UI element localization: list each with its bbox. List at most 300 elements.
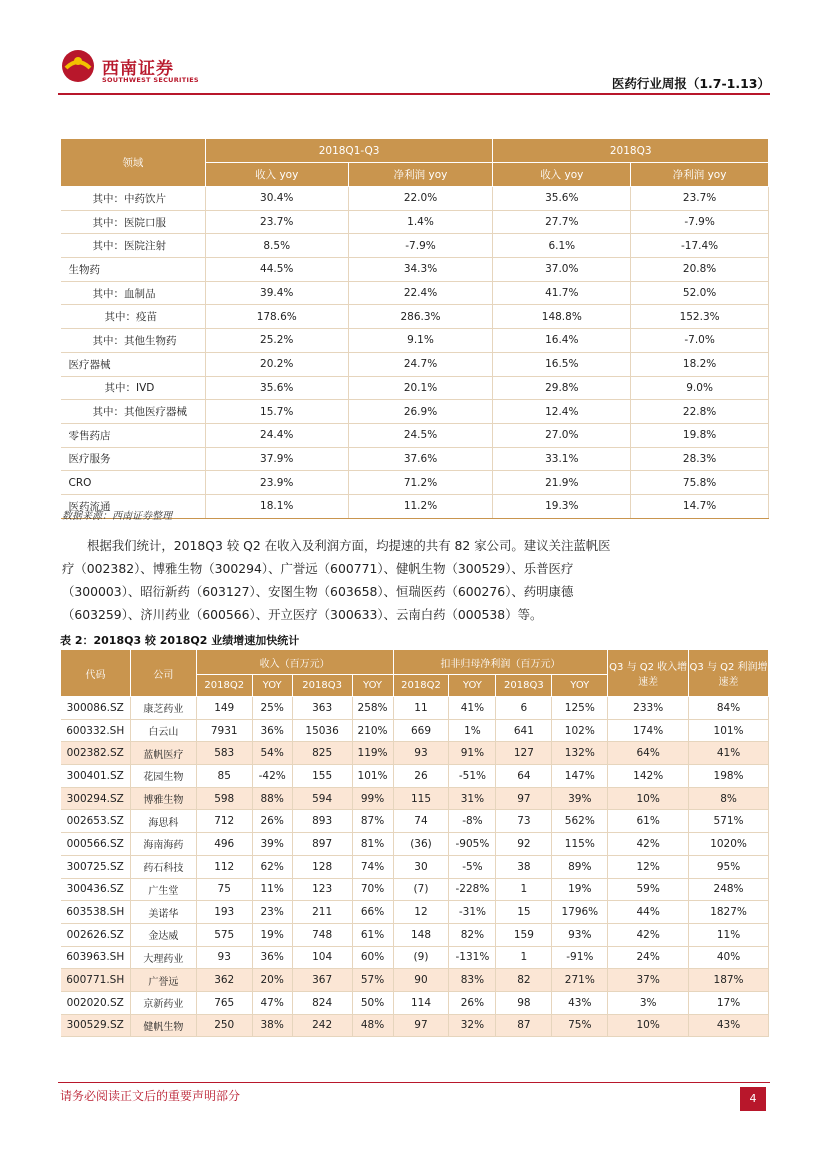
table-cell: 18.1%: [205, 494, 348, 518]
table-row: [61, 969, 769, 992]
table-cell: -228%: [449, 878, 496, 901]
table-cell: 12%: [608, 855, 689, 878]
table-row: [61, 991, 769, 1014]
table-cell: 198%: [689, 765, 769, 788]
table-cell: 39%: [252, 833, 292, 856]
table-cell: 594: [292, 787, 352, 810]
company-name: 广生堂: [130, 878, 196, 901]
table-row: [61, 833, 769, 856]
table-cell: 99%: [352, 787, 393, 810]
stock-code: 002020.SZ: [61, 991, 131, 1014]
table-cell: 35.6%: [205, 376, 348, 400]
page-number: 4: [740, 1087, 766, 1111]
table-cell: 41.7%: [493, 281, 631, 305]
table-cell: 258%: [352, 697, 393, 720]
table2-revenue-header: 收入（百万元）: [196, 650, 393, 675]
table-cell: 93%: [552, 923, 608, 946]
row-label: 其中：医院注射: [61, 234, 206, 258]
row-label: 其中：血制品: [61, 281, 206, 305]
table-cell: 40%: [689, 946, 769, 969]
table-cell: 23%: [252, 901, 292, 924]
table-row: [61, 447, 769, 471]
table-cell: 15036: [292, 719, 352, 742]
table-cell: 571%: [689, 810, 769, 833]
row-label: 其中：其他生物药: [61, 329, 206, 353]
table-cell: 83%: [449, 969, 496, 992]
row-label: 其中：疫苗: [61, 305, 206, 329]
table-cell: 101%: [689, 719, 769, 742]
table-cell: 16.5%: [493, 352, 631, 376]
table-cell: 23.9%: [205, 471, 348, 495]
table-cell: 712: [196, 810, 252, 833]
row-label: 其中：IVD: [61, 376, 206, 400]
table-cell: -91%: [552, 946, 608, 969]
table-cell: 26%: [449, 991, 496, 1014]
company-name: 博雅生物: [130, 787, 196, 810]
table-cell: 893: [292, 810, 352, 833]
table-cell: 16.4%: [493, 329, 631, 353]
table-cell: 54%: [252, 742, 292, 765]
table2-subheader: 2018Q3: [496, 675, 552, 697]
row-label: CRO: [61, 471, 206, 495]
table-cell: 37.9%: [205, 447, 348, 471]
table-cell: 88%: [252, 787, 292, 810]
table-cell: 85: [196, 765, 252, 788]
table-cell: 98: [496, 991, 552, 1014]
table-row: [61, 923, 769, 946]
table-cell: 102%: [552, 719, 608, 742]
table-row: [61, 697, 769, 720]
table-cell: 28.3%: [631, 447, 769, 471]
table-cell: 21.9%: [493, 471, 631, 495]
table-cell: 57%: [352, 969, 393, 992]
company-name: 白云山: [130, 719, 196, 742]
company-name: 海南海药: [130, 833, 196, 856]
table-cell: 575: [196, 923, 252, 946]
table-cell: 562%: [552, 810, 608, 833]
company-name: 大理药业: [130, 946, 196, 969]
table-cell: 89%: [552, 855, 608, 878]
company-name: 药石科技: [130, 855, 196, 878]
table-cell: 17%: [689, 991, 769, 1014]
table-cell: 598: [196, 787, 252, 810]
company-name: 海思科: [130, 810, 196, 833]
table1-group-header: 2018Q1-Q3: [205, 139, 493, 163]
table-cell: (7): [393, 878, 449, 901]
table-cell: 1%: [449, 719, 496, 742]
table-cell: 82%: [449, 923, 496, 946]
table-cell: 71.2%: [348, 471, 493, 495]
table-cell: 18.2%: [631, 352, 769, 376]
table-cell: 1.4%: [348, 210, 493, 234]
table-cell: 765: [196, 991, 252, 1014]
table-cell: -31%: [449, 901, 496, 924]
table-cell: 152.3%: [631, 305, 769, 329]
table-cell: 9.0%: [631, 376, 769, 400]
table-cell: 87: [496, 1014, 552, 1037]
table-cell: 29.8%: [493, 376, 631, 400]
table-cell: 75.8%: [631, 471, 769, 495]
table-cell: 39%: [552, 787, 608, 810]
table-cell: 123: [292, 878, 352, 901]
table2-subheader: 2018Q2: [393, 675, 449, 697]
table-cell: 36%: [252, 946, 292, 969]
table-cell: 748: [292, 923, 352, 946]
table-cell: 30.4%: [205, 187, 348, 211]
table-cell: 66%: [352, 901, 393, 924]
table-cell: 6: [496, 697, 552, 720]
table-cell: 50%: [352, 991, 393, 1014]
table-cell: -7.9%: [348, 234, 493, 258]
table-cell: 159: [496, 923, 552, 946]
table-cell: -51%: [449, 765, 496, 788]
table-cell: -131%: [449, 946, 496, 969]
table-cell: 19%: [552, 878, 608, 901]
table-cell: 14.7%: [631, 494, 769, 518]
table-cell: 669: [393, 719, 449, 742]
table-row: [61, 305, 769, 329]
table-cell: 97: [496, 787, 552, 810]
table1-group-header: 2018Q3: [493, 139, 769, 163]
row-label: 生物药: [61, 258, 206, 282]
table-cell: 22.8%: [631, 400, 769, 424]
table2-subheader: YOY: [252, 675, 292, 697]
table-cell: 81%: [352, 833, 393, 856]
table-cell: 897: [292, 833, 352, 856]
table-cell: 7931: [196, 719, 252, 742]
table-cell: 11%: [252, 878, 292, 901]
stock-code: 300725.SZ: [61, 855, 131, 878]
table-cell: 363: [292, 697, 352, 720]
table-cell: 70%: [352, 878, 393, 901]
stock-code: 300529.SZ: [61, 1014, 131, 1037]
table-cell: 41%: [449, 697, 496, 720]
table1-subheader: 净利润 yoy: [348, 163, 493, 187]
table-cell: 43%: [552, 991, 608, 1014]
table-cell: 22.0%: [348, 187, 493, 211]
table-cell: 112: [196, 855, 252, 878]
table-cell: 32%: [449, 1014, 496, 1037]
stock-code: 002653.SZ: [61, 810, 131, 833]
table-cell: 27.0%: [493, 423, 631, 447]
table-cell: 24%: [608, 946, 689, 969]
table-cell: 31%: [449, 787, 496, 810]
table-cell: (36): [393, 833, 449, 856]
table-cell: 47%: [252, 991, 292, 1014]
table-cell: 210%: [352, 719, 393, 742]
table2-subheader: 2018Q2: [196, 675, 252, 697]
table-row: [61, 471, 769, 495]
table-row: [61, 352, 769, 376]
table-cell: 233%: [608, 697, 689, 720]
table-cell: 211: [292, 901, 352, 924]
table-cell: -7.0%: [631, 329, 769, 353]
table-cell: 38%: [252, 1014, 292, 1037]
row-label: 医药流通: [61, 494, 206, 518]
table-cell: 22.4%: [348, 281, 493, 305]
table2-body: [61, 697, 769, 1037]
table-cell: 27.7%: [493, 210, 631, 234]
table-cell: 19%: [252, 923, 292, 946]
table-cell: 583: [196, 742, 252, 765]
company-name: 健帆生物: [130, 1014, 196, 1037]
table-cell: 242: [292, 1014, 352, 1037]
table-cell: 34.3%: [348, 258, 493, 282]
stock-code: 000566.SZ: [61, 833, 131, 856]
table-cell: 37.0%: [493, 258, 631, 282]
stock-code: 603963.SH: [61, 946, 131, 969]
row-label: 医疗器械: [61, 352, 206, 376]
stock-code: 600332.SH: [61, 719, 131, 742]
table-cell: 95%: [689, 855, 769, 878]
table-row: [61, 210, 769, 234]
table-row: [61, 234, 769, 258]
table-cell: 155: [292, 765, 352, 788]
table-cell: 132%: [552, 742, 608, 765]
table-cell: 52.0%: [631, 281, 769, 305]
table2-company-header: 公司: [130, 650, 196, 697]
company-name: 蓝帆医疗: [130, 742, 196, 765]
disclaimer-note: 请务必阅读正文后的重要声明部分: [60, 1089, 241, 1103]
table-cell: 25.2%: [205, 329, 348, 353]
table-cell: 1827%: [689, 901, 769, 924]
table-cell: 48%: [352, 1014, 393, 1037]
table-row: [61, 258, 769, 282]
table-cell: 1020%: [689, 833, 769, 856]
table-cell: 248%: [689, 878, 769, 901]
logo-chinese-text: 西南证券: [102, 59, 174, 79]
table-cell: 127: [496, 742, 552, 765]
table-cell: 42%: [608, 833, 689, 856]
table-cell: 73: [496, 810, 552, 833]
table-cell: 271%: [552, 969, 608, 992]
table-cell: 147%: [552, 765, 608, 788]
table-cell: 148.8%: [493, 305, 631, 329]
table-cell: 15: [496, 901, 552, 924]
table-cell: 75%: [552, 1014, 608, 1037]
table-cell: 101%: [352, 765, 393, 788]
table-cell: 178.6%: [205, 305, 348, 329]
table2-profit-diff-header: Q3 与 Q2 利润增速差: [689, 650, 769, 697]
table-cell: 82: [496, 969, 552, 992]
table-cell: 38: [496, 855, 552, 878]
table-cell: -17.4%: [631, 234, 769, 258]
table-cell: 44.5%: [205, 258, 348, 282]
table-cell: 286.3%: [348, 305, 493, 329]
table2-subheader: YOY: [449, 675, 496, 697]
table-row: [61, 423, 769, 447]
footer-divider: [58, 1082, 770, 1083]
table-row: [61, 187, 769, 211]
table-cell: 39.4%: [205, 281, 348, 305]
logo-mark-icon: [60, 48, 96, 84]
table-cell: 12: [393, 901, 449, 924]
table-cell: 62%: [252, 855, 292, 878]
table2-caption: 表 2：2018Q3 较 2018Q2 业绩增速加快统计: [60, 634, 300, 647]
table-cell: -8%: [449, 810, 496, 833]
table-cell: 6.1%: [493, 234, 631, 258]
stock-code: 002626.SZ: [61, 923, 131, 946]
company-name: 金达威: [130, 923, 196, 946]
table-cell: 93: [196, 946, 252, 969]
table-cell: 12.4%: [493, 400, 631, 424]
table-cell: 10%: [608, 787, 689, 810]
table-cell: 362: [196, 969, 252, 992]
table-cell: 115%: [552, 833, 608, 856]
stock-code: 002382.SZ: [61, 742, 131, 765]
company-name: 康芝药业: [130, 697, 196, 720]
table-cell: 20.8%: [631, 258, 769, 282]
table-cell: 60%: [352, 946, 393, 969]
table-cell: 43%: [689, 1014, 769, 1037]
table-cell: 9.1%: [348, 329, 493, 353]
table-cell: 187%: [689, 969, 769, 992]
table-row: [61, 810, 769, 833]
table-cell: (9): [393, 946, 449, 969]
table-cell: 35.6%: [493, 187, 631, 211]
table-row: [61, 329, 769, 353]
table-cell: 1: [496, 878, 552, 901]
table-cell: -7.9%: [631, 210, 769, 234]
table-cell: 20.2%: [205, 352, 348, 376]
table-cell: 26.9%: [348, 400, 493, 424]
table-cell: 496: [196, 833, 252, 856]
table-cell: 3%: [608, 991, 689, 1014]
table-cell: 149: [196, 697, 252, 720]
table1-subheader: 收入 yoy: [205, 163, 348, 187]
table-cell: 114: [393, 991, 449, 1014]
table-cell: 37.6%: [348, 447, 493, 471]
table-cell: 250: [196, 1014, 252, 1037]
table-cell: 23.7%: [205, 210, 348, 234]
table-row: [61, 765, 769, 788]
table-cell: 825: [292, 742, 352, 765]
table-cell: 64: [496, 765, 552, 788]
table-cell: 90: [393, 969, 449, 992]
page-header: [58, 44, 770, 94]
table-cell: 367: [292, 969, 352, 992]
data-source-note: 数据来源：西南证券整理: [62, 511, 172, 522]
table-cell: -42%: [252, 765, 292, 788]
table-cell: 26: [393, 765, 449, 788]
table-cell: 115: [393, 787, 449, 810]
table-cell: 64%: [608, 742, 689, 765]
table-cell: 119%: [352, 742, 393, 765]
table-cell: 1: [496, 946, 552, 969]
table-cell: 23.7%: [631, 187, 769, 211]
company-logo: [60, 48, 230, 88]
table-cell: 20.1%: [348, 376, 493, 400]
table-cell: 148: [393, 923, 449, 946]
company-name: 广誉远: [130, 969, 196, 992]
table-cell: 8.5%: [205, 234, 348, 258]
table-cell: 11.2%: [348, 494, 493, 518]
table-cell: 97: [393, 1014, 449, 1037]
table-cell: 24.4%: [205, 423, 348, 447]
stock-code: 300436.SZ: [61, 878, 131, 901]
table2-code-header: 代码: [61, 650, 131, 697]
table2-subheader: YOY: [552, 675, 608, 697]
company-name: 美诺华: [130, 901, 196, 924]
table-cell: 44%: [608, 901, 689, 924]
table-cell: 125%: [552, 697, 608, 720]
table-cell: 10%: [608, 1014, 689, 1037]
table-cell: 19.3%: [493, 494, 631, 518]
table-row: [61, 281, 769, 305]
sector-growth-table: [60, 138, 769, 519]
report-title: 医药行业周报（1.7-1.13）: [611, 76, 770, 91]
table-cell: 25%: [252, 697, 292, 720]
table-cell: -905%: [449, 833, 496, 856]
table-cell: 24.7%: [348, 352, 493, 376]
logo-english-text: SOUTHWEST SECURITIES: [102, 76, 199, 84]
table-cell: -5%: [449, 855, 496, 878]
table-cell: 33.1%: [493, 447, 631, 471]
table-cell: 92: [496, 833, 552, 856]
table-cell: 84%: [689, 697, 769, 720]
table-cell: 93: [393, 742, 449, 765]
company-name: 花园生物: [130, 765, 196, 788]
row-label: 其中：中药饮片: [61, 187, 206, 211]
table2-subheader: YOY: [352, 675, 393, 697]
table1-subheader: 净利润 yoy: [631, 163, 769, 187]
table-cell: 37%: [608, 969, 689, 992]
row-label: 其中：其他医疗器械: [61, 400, 206, 424]
table1-corner-header: 领域: [61, 139, 206, 187]
table-cell: 19.8%: [631, 423, 769, 447]
table-cell: 74%: [352, 855, 393, 878]
table-cell: 824: [292, 991, 352, 1014]
table-cell: 75: [196, 878, 252, 901]
stock-code: 600771.SH: [61, 969, 131, 992]
table-row: [61, 376, 769, 400]
table-cell: 42%: [608, 923, 689, 946]
table-cell: 61%: [352, 923, 393, 946]
table-cell: 11%: [689, 923, 769, 946]
table-cell: 74: [393, 810, 449, 833]
table-cell: 104: [292, 946, 352, 969]
accelerating-companies-table: [60, 649, 769, 1037]
table1-subheader: 收入 yoy: [493, 163, 631, 187]
table-row: [61, 901, 769, 924]
table-cell: 30: [393, 855, 449, 878]
table-cell: 20%: [252, 969, 292, 992]
table2-subheader: 2018Q3: [292, 675, 352, 697]
table-row: [61, 742, 769, 765]
table-cell: 1796%: [552, 901, 608, 924]
table-cell: 15.7%: [205, 400, 348, 424]
row-label: 其中：医院口服: [61, 210, 206, 234]
stock-code: 603538.SH: [61, 901, 131, 924]
table-row: [61, 878, 769, 901]
table-cell: 59%: [608, 878, 689, 901]
table-cell: 11: [393, 697, 449, 720]
stock-code: 300086.SZ: [61, 697, 131, 720]
table-row: [61, 855, 769, 878]
table-cell: 128: [292, 855, 352, 878]
table1-body: [61, 187, 769, 519]
table-row: [61, 787, 769, 810]
header-divider: [58, 93, 770, 95]
table-cell: 61%: [608, 810, 689, 833]
table-cell: 24.5%: [348, 423, 493, 447]
table-cell: 36%: [252, 719, 292, 742]
table2-profit-header: 扣非归母净利润（百万元）: [393, 650, 608, 675]
row-label: 医疗服务: [61, 447, 206, 471]
table-cell: 193: [196, 901, 252, 924]
table-cell: 26%: [252, 810, 292, 833]
company-name: 京新药业: [130, 991, 196, 1014]
